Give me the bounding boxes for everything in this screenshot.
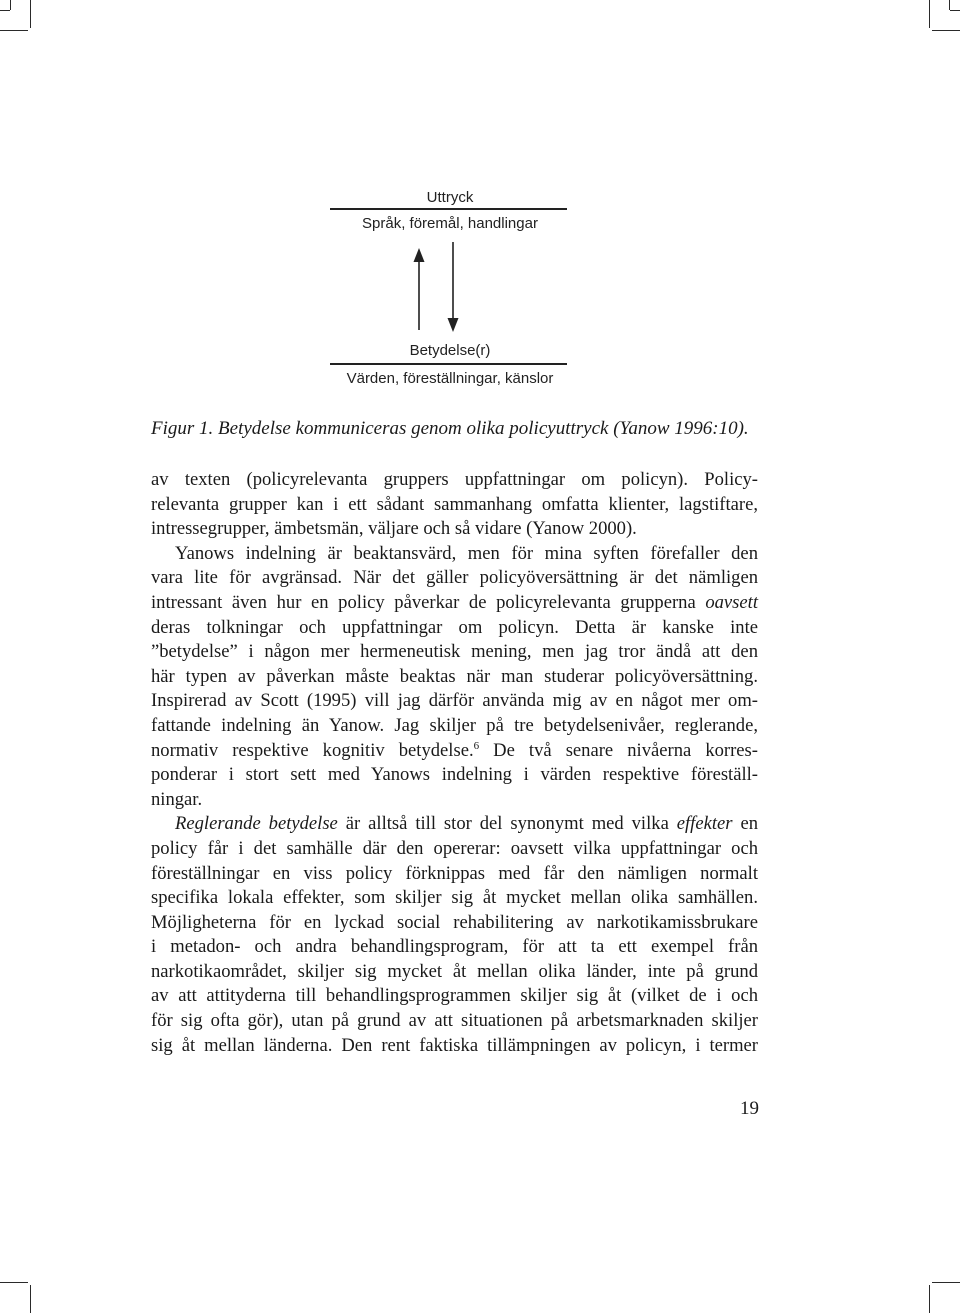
page-number: 19 <box>740 1098 759 1119</box>
crop-mark <box>0 30 28 31</box>
emphasis-text: effekter <box>676 813 733 835</box>
crop-mark <box>30 0 31 28</box>
figure-top-subtitle: Språk, föremål, handlingar <box>362 215 538 232</box>
text-segment: är alltså till stor del synonymt med vilka <box>337 813 677 835</box>
figure-graphic <box>320 180 580 395</box>
text-line: intressegrupper, ämbetsmän, väljare och så vidare (Yanow 2000). <box>151 518 637 540</box>
crop-mark <box>0 1282 28 1283</box>
text-line: ningar. <box>151 788 203 810</box>
text-line: specifika lokala effekter, som skiljer sig åt mycket mellan olika samhällen. <box>151 887 758 909</box>
down-arrow <box>448 242 459 332</box>
emphasis-text: oavsett <box>705 591 758 613</box>
crop-mark <box>932 1282 960 1283</box>
text-line: relevanta grupper kan i ett sådant sammanhang omfatta klienter, lagstiftare, <box>151 493 758 515</box>
text-line <box>151 739 758 764</box>
crop-mark <box>30 1285 31 1313</box>
crop-mark <box>10 0 11 10</box>
crop-mark <box>950 10 960 11</box>
text-line: Möjligheterna för en lyckad social rehabilitering av narkotikamissbrukare <box>151 911 758 933</box>
text-line: policy får i det samhälle där den opererar: oavsett vilka uppfattningar och <box>151 837 758 859</box>
up-arrow <box>414 248 425 330</box>
text-line: vara lite för avgränsad. När det gäller policyöversättning är det nämligen <box>151 567 758 589</box>
figure-bottom-subtitle: Värden, föreställningar, känslor <box>346 370 554 387</box>
crop-mark <box>929 0 930 28</box>
text-line: sig åt mellan länderna. Den rent faktiska tillämpningen av policyn, i termer <box>151 1034 758 1056</box>
text-line: föreställningar en viss policy förknippas med får den nämligen normalt <box>151 862 758 884</box>
text-line: för sig ofta gör), utan på grund av att situationen på arbetsmarknaden skiljer <box>151 1010 758 1032</box>
emphasis-text: Reglerande betydelse <box>175 813 338 835</box>
figure-top-title: Uttryck <box>426 189 474 206</box>
figure-caption: Figur 1. Betydelse kommuniceras genom olika policyuttryck (Yanow 1996:10). <box>151 418 749 439</box>
text-line: av att attityderna till behandlingsprogrammen skiljer sig åt (vilket de i och <box>151 985 758 1007</box>
figure-diagram <box>320 180 580 395</box>
text-line: fattande indelning än Yanow. Jag skiljer på tre betydelsenivåer, reglerande, <box>151 714 758 736</box>
text-line: i metadon- och andra behandlingsprogram, för att ta ett exempel från <box>151 936 758 958</box>
text-segment: normativ respektive kognitiv betydelse. <box>151 739 474 761</box>
text-line: Inspirerad av Scott (1995) vill jag därför använda mig av en något mer om- <box>151 690 758 712</box>
text-line <box>151 812 758 837</box>
figure-bottom-title: Betydelse(r) <box>409 342 491 359</box>
body-text <box>151 468 758 1058</box>
text-line: ”betydelse” i någon mer hermeneutisk mening, men jag tror ändå att den <box>151 641 758 663</box>
text-line <box>151 591 758 616</box>
crop-mark <box>932 30 960 31</box>
text-line: ponderar i stort sett med Yanows indelning i värden respektive föreställ- <box>151 764 758 786</box>
text-segment: en <box>732 813 759 835</box>
text-segment: De två senare nivåerna korres- <box>479 739 758 761</box>
crop-mark <box>0 10 10 11</box>
crop-mark <box>949 0 950 10</box>
text-line: av texten (policyrelevanta gruppers uppfattningar om policyn). Policy- <box>151 469 758 490</box>
text-line: deras tolkningar och uppfattningar om policyn. Detta är kanske inte <box>151 616 758 638</box>
text-segment: intressant även hur en policy påverkar de policyrelevanta grupperna <box>151 591 706 613</box>
crop-mark <box>929 1285 930 1313</box>
text-line: Yanows indelning är beaktansvärd, men för mina syften förefaller den <box>175 542 758 564</box>
footnote-marker: 6 <box>473 739 480 752</box>
text-line: narkotikaområdet, skiljer sig mycket åt mellan olika länder, inte på grund <box>151 960 758 982</box>
text-line: här typen av påverkan måste beaktas när man studerar policyöversättning. <box>151 665 758 687</box>
